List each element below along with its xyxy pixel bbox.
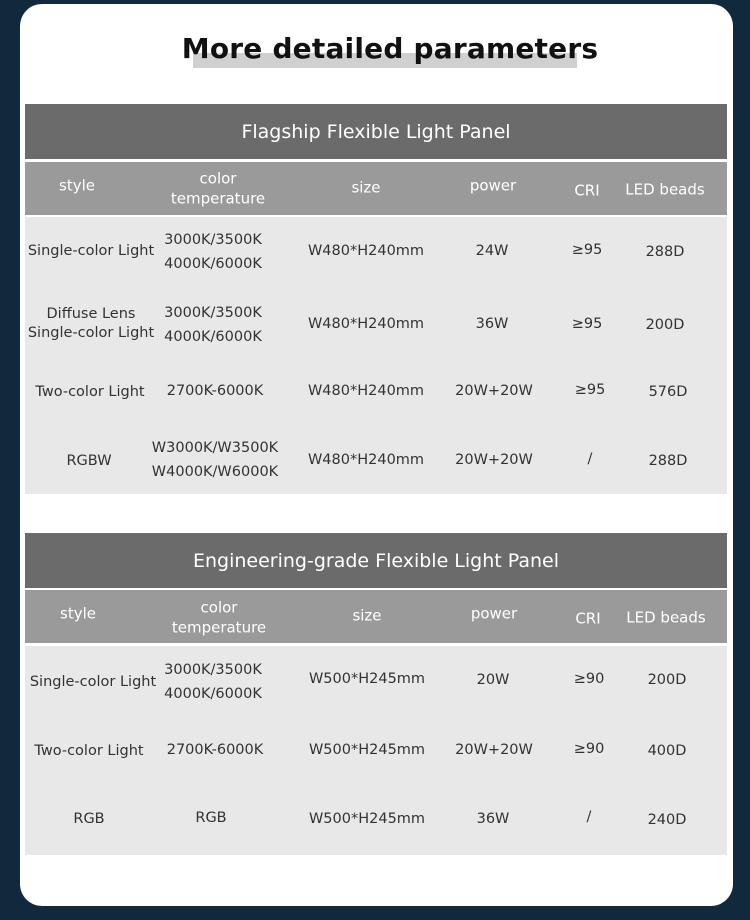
col-size: size [351,178,381,197]
table-row-cell: ≥90 [573,671,605,687]
table-row-cell [164,301,262,349]
table-row-cell [164,658,262,706]
style-line: Diffuse Lens [46,306,136,322]
table-row-cell: W500*H245mm [308,811,426,827]
col-ct-line1: color [200,598,238,617]
table-row-cell: 576D [648,384,688,400]
col-ct-line2: temperature [170,189,266,207]
table-row-cell: 36W [476,811,510,827]
table-row-cell: 20W+20W [455,742,533,758]
table-row-cell: Two-color Light [35,384,145,400]
table-row-cell: 2700K-6000K [166,742,264,758]
table-row-cell: 2700K-6000K [166,383,264,399]
flagship-header-row [25,162,727,215]
ct-line: W3000K/W3500K [151,440,279,456]
ct-line: 3000K/3500K [164,305,262,321]
table-row-cell: 288D [645,244,685,260]
table-row-cell: RGBW [66,453,112,469]
table-row-cell: RGB [73,811,105,827]
table-row-cell: 20W+20W [455,452,533,468]
table-row-cell: W500*H245mm [308,742,426,758]
col-led-beads: LED beads [626,608,706,627]
col-color-temperature [171,170,265,209]
table-row-cell: W480*H240mm [307,316,425,332]
table-row-cell: W480*H240mm [307,243,425,259]
table-row-cell: 400D [647,743,687,759]
ct-line: 4000K/6000K [164,329,262,345]
table-row-cell [164,228,262,276]
table-row-cell: 240D [647,812,687,828]
page-title: More detailed parameters [181,32,599,65]
table-row-cell [152,436,278,484]
ct-line: 3000K/3500K [164,232,262,248]
table-row-cell: ≥95 [571,242,603,258]
table-row-cell: 20W+20W [455,383,533,399]
table-row-cell [28,305,154,343]
table-row-cell: 24W [475,243,509,259]
col-cri: CRI [575,609,601,628]
table-row-cell: / [586,809,592,825]
col-cri: CRI [574,181,600,200]
col-power: power [470,604,518,623]
table-row-cell: ≥95 [571,316,603,332]
col-style: style [60,604,96,623]
table-row-cell: 200D [647,672,687,688]
table-row-cell: 288D [648,453,688,469]
table-row-cell: 36W [475,316,509,332]
table-row-cell: / [587,451,593,467]
table-row-cell: Single-color Light [27,243,155,259]
style-line: Single-color Light [27,325,155,341]
engineering-body [25,646,727,855]
table-row-cell: W480*H240mm [307,452,425,468]
table-row-cell: W500*H245mm [308,671,426,687]
table-row-cell: ≥90 [573,741,605,757]
ct-line: W4000K/W6000K [151,464,279,480]
table-row-cell: 200D [645,317,685,333]
ct-line: 4000K/6000K [164,256,262,272]
flagship-body [25,217,727,494]
engineering-title: Engineering-grade Flexible Light Panel [25,533,727,588]
ct-line: 4000K/6000K [164,686,262,702]
col-led-beads: LED beads [625,180,705,199]
col-style: style [59,176,95,195]
ct-line: 3000K/3500K [164,662,262,678]
engineering-header-row [25,590,727,643]
table-row-cell: W480*H240mm [307,383,425,399]
flagship-title: Flagship Flexible Light Panel [25,104,727,159]
table-row-cell: 20W [476,672,510,688]
col-ct-line2: temperature [171,618,267,636]
table-row-cell: RGB [195,810,227,826]
col-color-temperature [172,599,266,638]
table-row-cell: Two-color Light [34,743,144,759]
col-ct-line1: color [199,169,237,188]
table-row-cell: Single-color Light [29,674,157,690]
col-size: size [352,606,382,625]
table-row-cell: ≥95 [574,382,606,398]
col-power: power [469,176,517,195]
